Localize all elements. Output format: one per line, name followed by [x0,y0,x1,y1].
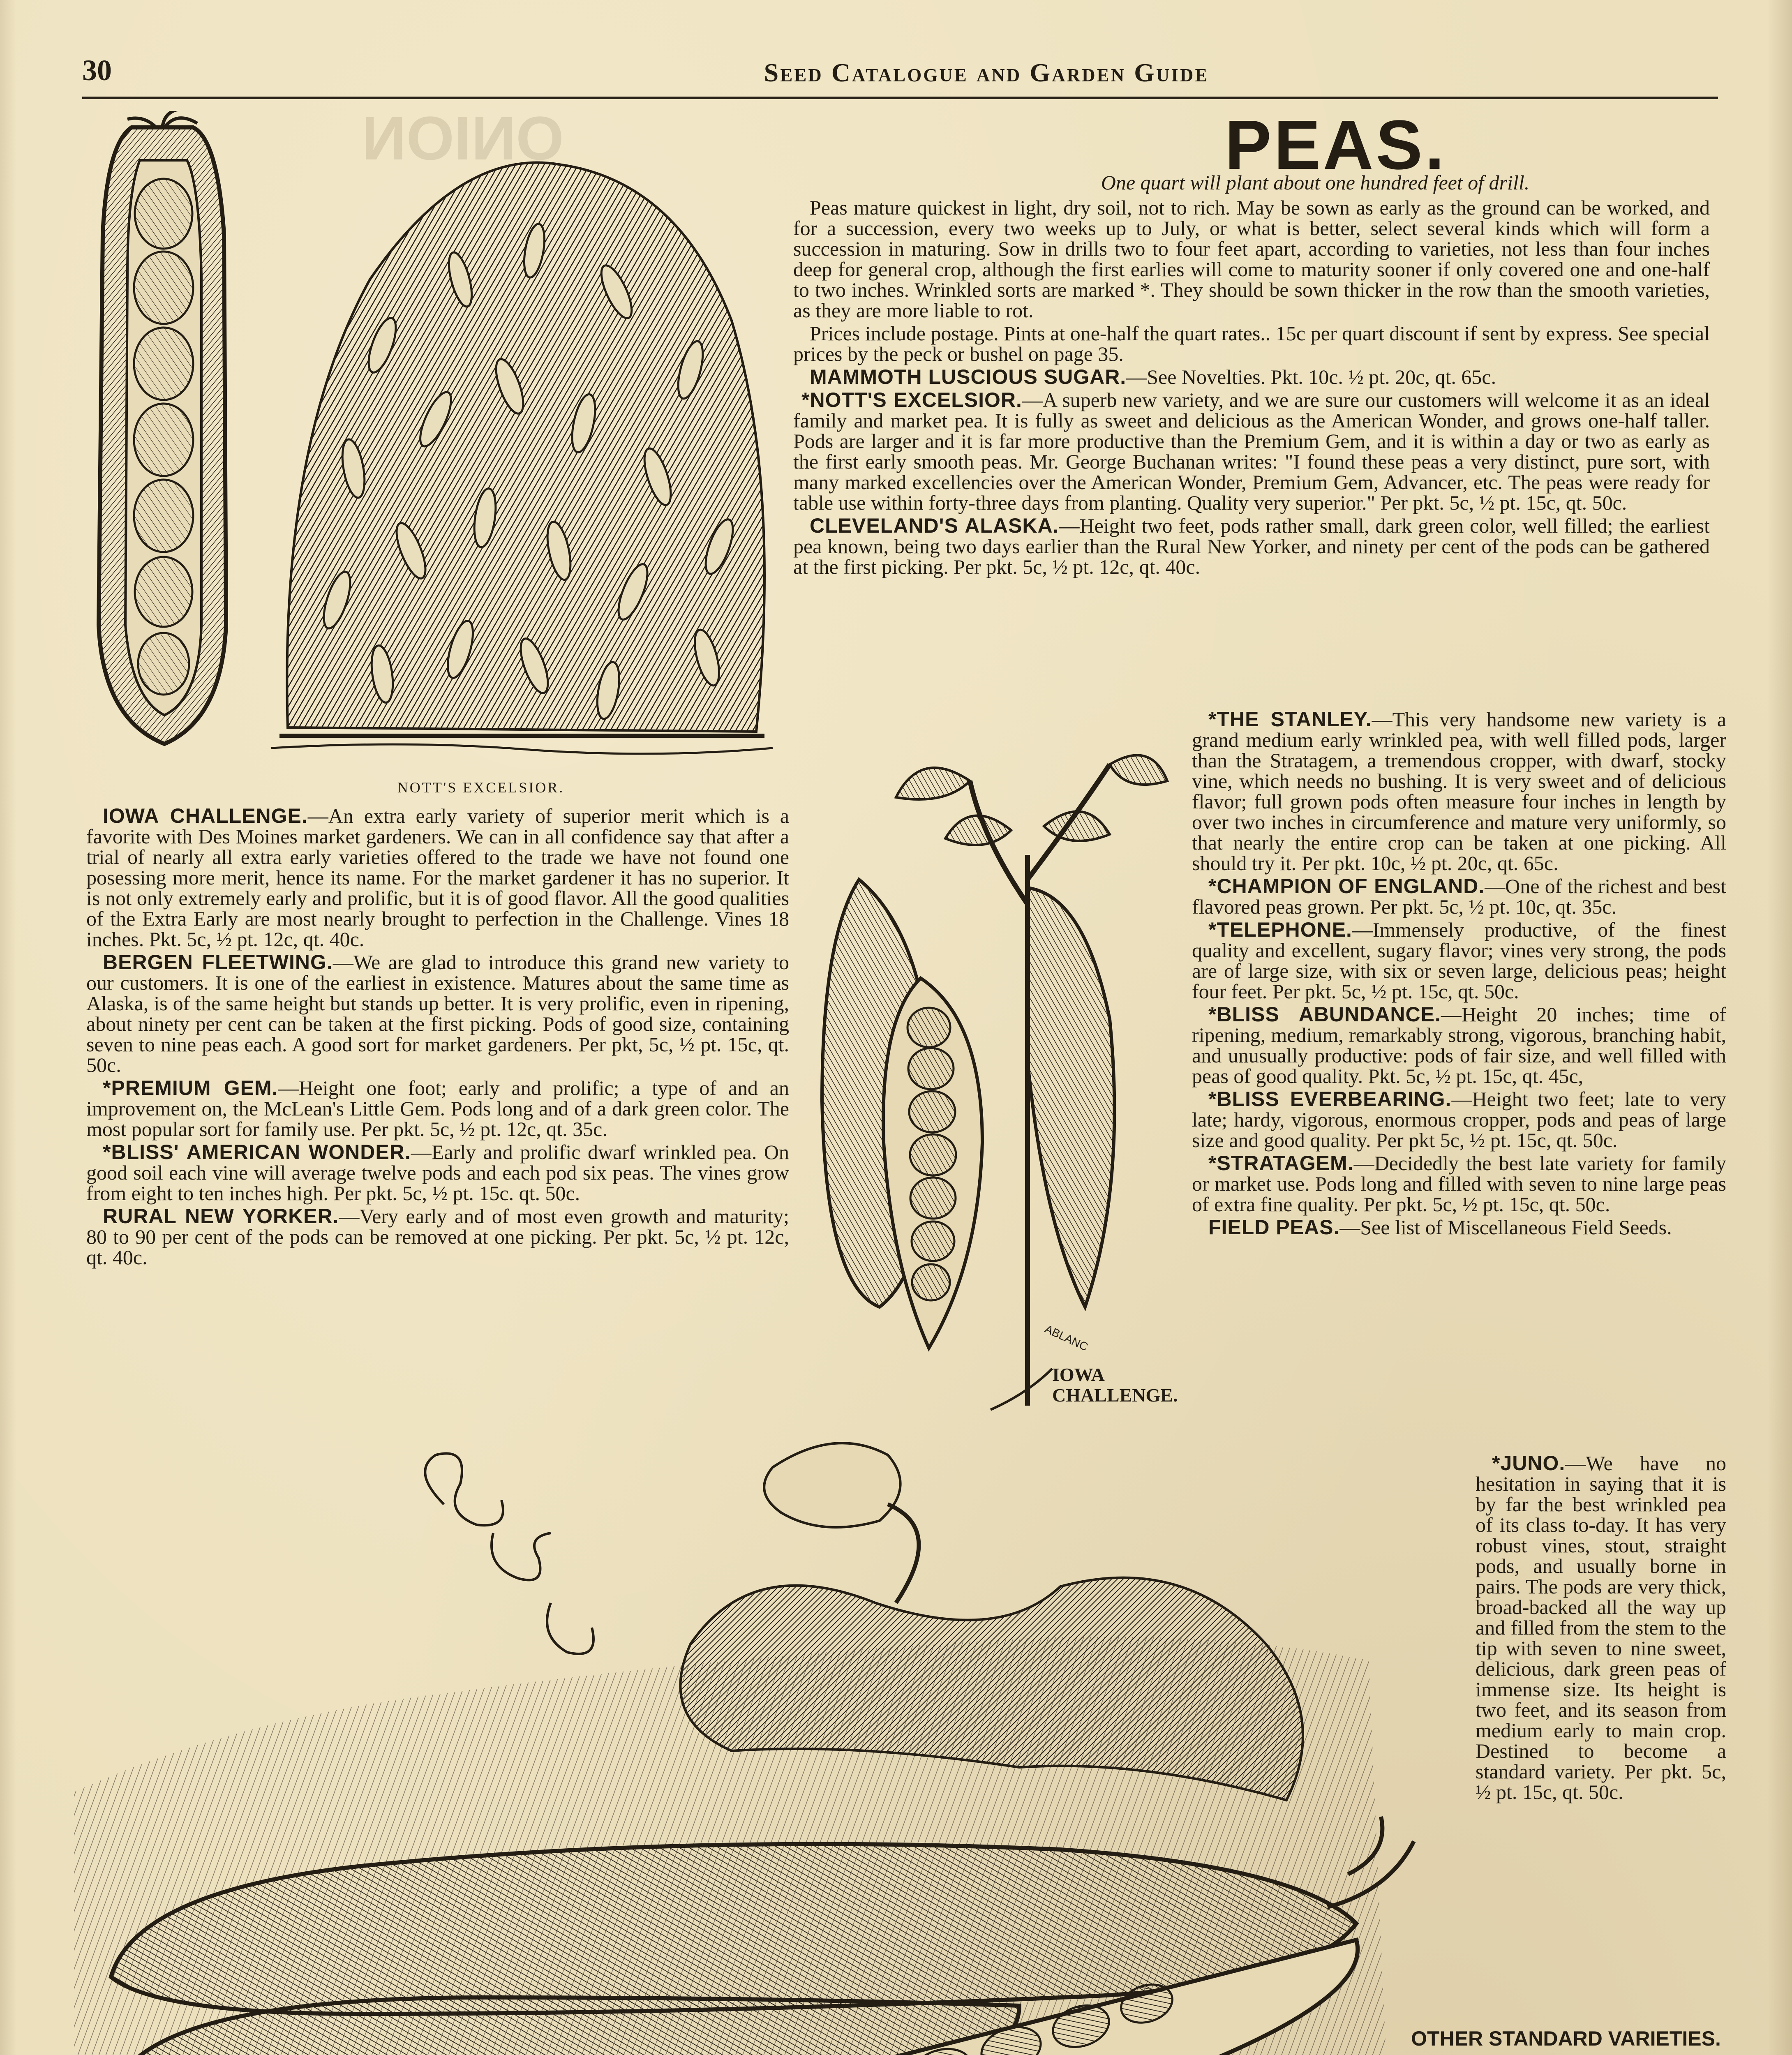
variety-bliss-everbearing [1192,1089,1726,1150]
variety-text: —An extra early variety of superior merit which is a favorite with Des Moines market gardeners. We can in all confidence say that after a trial of nearly all extra early varieties offered to the trade we have not found one posessing more merit, hence its name. For the market gardener it has no superior. It is not only extremely early and prolific, but it is of good flavor. All the good qualities of the Extra Early are most nearly brought to perfection in the Challenge. Vines 18 inches. Pkt. 5c, ½ pt. 12c, qt. 40c. [86,804,789,951]
showthrough-top: ONION [362,104,564,173]
header-rule [82,97,1718,99]
variety-text: —Height one foot; early and prolific; a type of and an improvement on, the McLean's Little Gem. Pods long and of a dark green color. The most popular sort for family use. Per pkt. 5c, ½ pt. 12c, qt. 35c. [86,1076,790,1141]
variety-text: —We have no hesitation in saying that it is by far the best wrinkled pea of its class to-day. It has very robust vines, stout, straight pods, and usually borne in pairs. The pods are very thick, broad-backed all the way up and filled from the stem to the tip with seven to nine sweet, delicious, dark green peas of immense size. Its height is two feet, and its season from medium early to main crop. Destined to become a standard variety. Per pkt. 5c, ½ pt. 15c, qt. 50c. [1476,1452,1726,1803]
juno-column [1476,1453,1726,1805]
variety-text: —Immensely productive, of the finest quality and excellent, sugary flavor; vines very strong, the pods are of large size, with six or seven large, delicious peas; height four feet. Per pkt. 5c, ½ pt. 15c, qt. 50c. [1192,918,1726,1003]
planting-note: One quart will plant about one hundred feet of drill. [1101,171,1530,194]
variety-notts [793,390,1710,513]
variety-name: *BLISS EVERBEARING. [1208,1088,1452,1111]
variety-field [1192,1217,1726,1238]
variety-champion [1192,876,1726,917]
variety-telephone [1192,919,1726,1002]
variety-name: *CHAMPION OF ENGLAND. [1208,875,1485,898]
variety-name: MAMMOTH LUSCIOUS SUGAR. [810,365,1127,388]
variety-bliss-american [86,1142,789,1203]
page-title: PEAS. [1224,106,1447,184]
variety-juno [1476,1453,1726,1802]
juno-illustration [74,1430,1471,2055]
iowa-caption-text: IOWA CHALLENGE. [1052,1364,1178,1406]
variety-premium [86,1078,789,1139]
variety-name: *PREMIUM GEM. [103,1076,278,1099]
intro-text [793,197,1710,580]
variety-text: —This very handsome new variety is a grand medium early wrinkled pea, with well filled pods, larger than the Stratagem, a tremendous cropper, with dwarf, stocky vine, which needs no bushing. It is very sweet and of delicious flavor; full grown pods often measure four inches in length by over two inches in circumference and mature very uniformly, so that nearly the entire crop can be taken at one picking. All should try it. Per pkt. 10c, ½ pt. 20c, qt. 65c. [1192,708,1726,875]
notts-plant-illustration [247,156,793,764]
variety-name: RURAL NEW YORKER. [103,1205,339,1228]
variety-bergen [86,952,789,1075]
variety-text: —A superb new variety, and we are sure our customers will welcome it as an ideal family and market pea. It is fully as sweet and delicious as the American Wonder, and grows one-half taller. Pods are larger and it is far more productive than the Premium Gem, and it is within a day or two as early as the first early smooth peas. Mr. George Buchanan writes: "I found these peas a very distinct, pure sort, with many marked excellencies over the American Wonder, Premium Gem, Advancer, etc. The peas were ready for table use within forty-three days from planting. Quality very superior." Per pkt. 5c, ½ pt. 15c, qt. 50c. [793,388,1710,514]
running-title: Seed Catalogue and Garden Guide [764,58,1209,87]
variety-name: *JUNO. [1492,1452,1566,1475]
page-number: 30 [82,54,112,87]
left-column [86,806,789,1270]
variety-name: *STRATAGEM. [1208,1152,1354,1175]
variety-text: —See list of Miscellaneous Field Seeds. [1339,1216,1672,1239]
iowa-challenge-illustration [797,732,1188,1414]
engraver-mark: ABLANC [1043,1322,1090,1353]
standard-varieties-title: OTHER STANDARD VARIETIES. [1411,2027,1721,2050]
variety-name: FIELD PEAS. [1208,1216,1340,1239]
variety-text: —We are glad to introduce this grand new variety to our customers. It is one of the earliest in existence. Matures about the same time as Alaska, is of the same height but stands up better. It is very prolific, even in ripening, about ninety per cent can be taken at the first picking. Pods of good size, containing seven to nine peas each. A good sort for market gardeners. Per pkt, 5c, ½ pt. 15c, qt. 50c. [86,951,790,1076]
variety-name: *TELEPHONE. [1208,918,1352,941]
variety-name: CLEVELAND'S ALASKA. [810,514,1059,537]
variety-text: —Height two feet; late to very late; hardy, vigorous, enormous cropper, pods and peas of large size and good quality. Per pkt 5c, ½ pt. 15c, qt. 50c. [1192,1088,1726,1152]
variety-stanley [1192,709,1726,873]
variety-text: —Very early and of most even growth and maturity; 80 to 90 per cent of the pods can be removed at one picking. Per pkt. 5c, ½ pt. 12c, qt. 40c. [86,1205,789,1269]
variety-name: *BLISS' AMERICAN WONDER. [103,1141,411,1164]
page-header [82,53,1718,99]
variety-text: —Height two feet, pods rather small, dark green color, well filled; the earliest pea known, being two days earlier than the Rural New Yorker, and ninety per cent of the pods can be gathered at the first picking. Per pkt. 5c, ½ pt. 12c, qt. 40c. [793,514,1710,578]
variety-name: IOWA CHALLENGE. [103,804,308,827]
notts-pod-illustration [82,111,255,752]
variety-rural [86,1206,789,1268]
variety-stratagem [1192,1153,1726,1215]
variety-name: *THE STANLEY. [1208,708,1372,731]
variety-text: —Height 20 inches; time of ripening, medium, remarkably strong, vigorous, branching habit, and unusually productive: pods of fair size, and well filled with peas of good quality. Pkt. 5c, ½ pt. 15c, qt. 45c, [1192,1003,1726,1088]
variety-text: —Early and prolific dwarf wrinkled pea. On good soil each vine will average twelve pods and each pod six peas. The vines grow from eight to ten inches high. Per pkt. 5c, ½ pt. 15c. qt. 50c. [86,1141,790,1205]
variety-name: *NOTT'S EXCELSIOR. [801,388,1022,411]
iowa-caption [1052,1365,1200,1406]
variety-text: —See Novelties. Pkt. 10c. ½ pt. 20c, qt. 65c. [1126,365,1496,388]
intro-paragraph: Peas mature quickest in light, dry soil, not to rich. May be sown as early as the ground can be worked, and for a succession, every two weeks up to July, or what is better, select several kinds which will form a succession in maturing. Sow in drills two to four feet apart, according to varieties, not less than four inches deep for general crop, although the first earlies will come to maturity sooner if only covered one and one-half to two inches. Wrinkled sorts are marked *. They should be sown thicker in the row than the smooth varieties, as they are more liable to rot. [793,196,1710,322]
variety-name: *BLISS ABUNDANCE. [1208,1003,1441,1026]
variety-name: BERGEN FLEETWING. [103,951,333,974]
prices-paragraph: Prices include postage. Pints at one-half the quart rates.. 15c per quart discount if sent by express. See special prices by the peck or bushel on page 35. [793,322,1710,365]
variety-text: —One of the richest and best flavored peas grown. Per pkt. 5c, ½ pt. 10c, qt. 35c. [1192,875,1727,918]
right-column [1192,709,1726,1240]
notts-caption: NOTT'S EXCELSIOR. [397,779,565,796]
variety-mammoth [793,367,1710,387]
variety-cleveland [793,515,1710,577]
variety-text: —Decidedly the best late variety for family or market use. Pods long and filled with seven to nine large peas of extra fine quality. Per pkt. 5c, ½ pt. 15c, qt. 50c. [1192,1152,1726,1216]
variety-bliss-abundance [1192,1004,1726,1086]
variety-iowa [86,806,789,949]
